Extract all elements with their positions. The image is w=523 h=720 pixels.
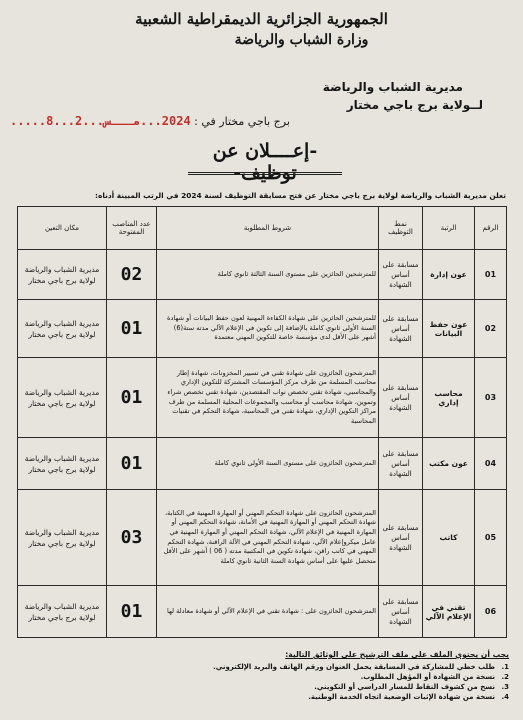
table-row <box>18 586 507 638</box>
date-line <box>10 114 290 128</box>
intro-text: تعلن مديرية الشباب والرياضة لولاية برج باجي مختار عن فتح مسابقة التوظيف لسنة 2024 في الرتب المبينة أدناه: <box>95 191 506 200</box>
item-number: 1. <box>501 663 509 671</box>
row-mode: مسابقة على أساس الشهادة <box>379 250 423 300</box>
row-place: مديرية الشباب والرياضة لولاية برج باجي مختار <box>18 586 107 638</box>
table-header-row <box>18 207 507 250</box>
positions-table <box>17 206 507 638</box>
ministry-header: وزارة الشباب والرياضة <box>234 32 369 48</box>
row-conditions: للمترشحين الحائزين على مستوى السنة الثالثة ثانوي كاملة <box>157 250 379 300</box>
item-number: 3. <box>501 683 509 691</box>
documents-title: يجب أن يحتوي الملف على ملف الترشيح على الوثائق التالية: <box>285 650 509 659</box>
table-row <box>18 300 507 358</box>
wilaya-name: لــولاية برج باجي مختار <box>346 98 483 112</box>
list-item <box>213 672 509 682</box>
item-text: طلب خطي للمشاركة في المسابقة يحمل العنوان ورقم الهاتف والبريد الإلكتروني. <box>213 663 495 671</box>
table-row <box>18 358 507 438</box>
directorate-name: مديرية الشباب والرياضة <box>322 80 463 94</box>
row-count: 03 <box>107 490 157 586</box>
row-rank: عون إدارة <box>423 250 475 300</box>
list-item <box>213 692 509 702</box>
row-num: 05 <box>475 490 507 586</box>
row-count: 02 <box>107 250 157 300</box>
row-count: 01 <box>107 300 157 358</box>
date-value: 2024...مـــس...2...8..... <box>10 114 191 128</box>
header-count: عدد المناصب المفتوحة <box>107 207 157 250</box>
row-mode: مسابقة على أساس الشهادة <box>379 438 423 490</box>
row-mode: مسابقة على أساس الشهادة <box>379 490 423 586</box>
row-conditions: للمترشحين الحائزين على شهادة الكفاءة المهنية لعون حفظ البيانات أو شهادة السنة الأولى ثانوي كاملة بالإضافة إلى تكوين في الإعلام الآلي مدته ستة(6) أشهر على الأقل لدى مؤسسة خاصة للتكوين المهني معتمدة <box>157 300 379 358</box>
row-conditions: المترشحون الحائزون على : شهادة تقني في الإعلام الآلي أو شهادة معادلة لها <box>157 586 379 638</box>
item-text: نسخة من شهادة الإثبات الوضعية اتجاه الخدمة الوطنية. <box>308 693 495 701</box>
row-count: 01 <box>107 358 157 438</box>
row-num: 01 <box>475 250 507 300</box>
row-place: مديرية الشباب والرياضة لولاية برج باجي مختار <box>18 438 107 490</box>
row-num: 03 <box>475 358 507 438</box>
row-num: 04 <box>475 438 507 490</box>
title-underline <box>188 172 342 175</box>
date-label: برج باجي مختار في : <box>194 115 290 128</box>
list-item <box>213 662 509 672</box>
header-rank: الرتبة <box>423 207 475 250</box>
documents-list <box>213 662 509 702</box>
republic-header: الجمهورية الجزائرية الديمقراطية الشعبية <box>135 10 388 28</box>
table-row <box>18 438 507 490</box>
header-place: مكان التعين <box>18 207 107 250</box>
row-mode: مسابقة على أساس الشهادة <box>379 358 423 438</box>
row-place: مديرية الشباب والرياضة لولاية برج باجي مختار <box>18 358 107 438</box>
row-mode: مسابقة على أساس الشهادة <box>379 586 423 638</box>
item-number: 2. <box>501 673 509 681</box>
list-item <box>213 682 509 692</box>
announcement-title: -إعــــلان عن توظيف- <box>212 140 318 184</box>
row-rank: عون حفظ البيانات <box>423 300 475 358</box>
row-count: 01 <box>107 438 157 490</box>
header-conditions: شروط المطلوبة <box>157 207 379 250</box>
row-conditions: المترشحون الحائزون على شهادة التحكم المهني أو المهارة المهنية في الكتابة، شهادة التحكم المهني أو المهارة المهنية في الأمانة، شهادة التحكم المهني أو المهارة المهنية في الإعلام الآلي، شهادة التحكم المهني أو المهارة المهنية في عامل ميكروإعلام الآلي، شهادة التحكم المهني في الآلة الراقنة، شهادة التحكم المهني في كاتب راقن، شهادة تكوين في المكتبية مدته ( 06 ) أشهر على الأقل متحصل عليها على أساس شهادة السنة الثانية ثانوي كاملة <box>157 490 379 586</box>
row-rank: كاتب <box>423 490 475 586</box>
row-rank: محاسب إداري <box>423 358 475 438</box>
item-text: نسخ من كشوف النقاط للمسار الدراسي أو التكويني. <box>314 683 495 691</box>
row-conditions: المترشحون الحائزون على شهادة تقني في تسيير المخزونات، شهادة إطار محاسب المسلمة من طرف مركز المؤسسات المشتركة للتكوين الإداري والمحاسبي، شهادة تقني تخصص نواب المقتصدين، شهادة تقني تخصص شراء وتموين، شهادة محاسب أو محاسب والمجموعات المحلية المسلمة من طرف مراكز التكوين الإداري، شهادة تقني في المحاسبة، شهادة التحكم في تقنيات المحاسبة <box>157 358 379 438</box>
row-place: مديرية الشباب والرياضة لولاية برج باجي مختار <box>18 250 107 300</box>
row-num: 06 <box>475 586 507 638</box>
row-place: مديرية الشباب والرياضة لولاية برج باجي مختار <box>18 300 107 358</box>
item-number: 4. <box>501 693 509 701</box>
table-row <box>18 490 507 586</box>
row-place: مديرية الشباب والرياضة لولاية برج باجي مختار <box>18 490 107 586</box>
row-conditions: المترشحون الحائزون على مستوى السنة الأولى ثانوي كاملة <box>157 438 379 490</box>
row-mode: مسابقة على أساس الشهادة <box>379 300 423 358</box>
item-text: نسخة من الشهادة أو المؤهل المطلوب. <box>360 673 495 681</box>
row-count: 01 <box>107 586 157 638</box>
table-row <box>18 250 507 300</box>
row-rank: عون مكتب <box>423 438 475 490</box>
row-num: 02 <box>475 300 507 358</box>
header-num: الرقم <box>475 207 507 250</box>
row-rank: تقني في الإعلام الآلي <box>423 586 475 638</box>
header-mode: نمط التوظيف <box>379 207 423 250</box>
